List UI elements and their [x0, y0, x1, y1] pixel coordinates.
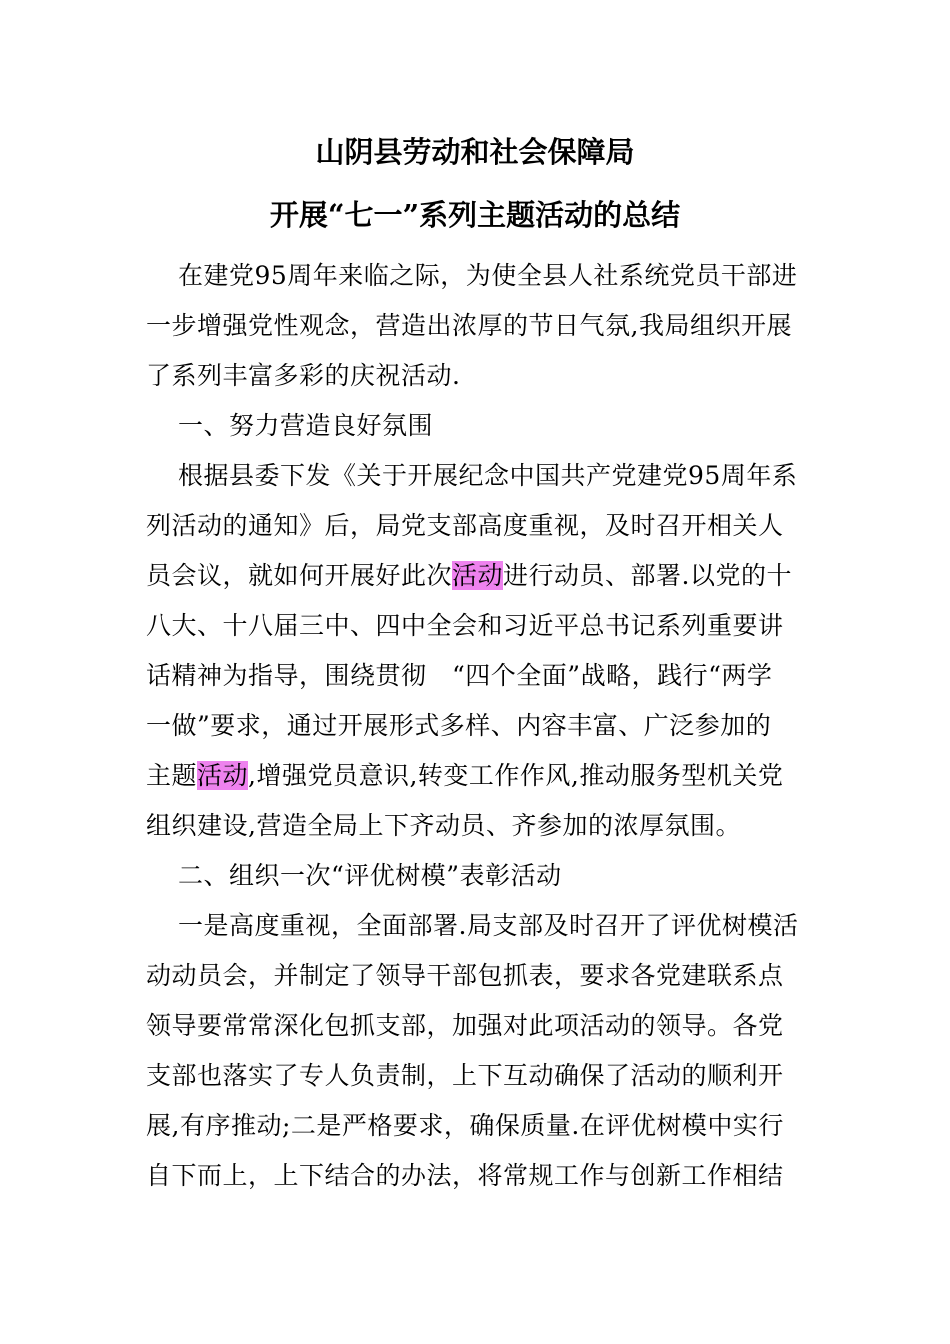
paragraph-line: 列活动的通知》后，局党支部高度重视，及时召开相关人: [146, 511, 784, 540]
paragraph-line: 一步增强党性观念，营造出浓厚的节日气氛,我局组织开展: [146, 311, 792, 340]
section-heading: 一、努力营造良好氛围: [178, 411, 434, 440]
paragraph-line: [146, 558, 806, 594]
paragraph-line: 自下而上，上下结合的办法，将常规工作与创新工作相结: [146, 1161, 784, 1190]
document-title-line-2: 开展“七一”系列主题活动的总结: [269, 198, 681, 232]
paragraph-line: 在建党95周年来临之际，为使全县人社系统党员干部进: [178, 261, 798, 290]
paragraph-line: 一是高度重视，全面部署.局支部及时召开了评优树模活: [178, 911, 799, 940]
paragraph-line: 八大、十八届三中、四中全会和习近平总书记系列重要讲: [146, 611, 784, 640]
text-segment: 主题: [146, 761, 198, 790]
section-heading: 二、组织一次“评优树模”表彰活动: [178, 861, 562, 890]
paragraph-line: 支部也落实了专人负责制，上下互动确保了活动的顺利开: [146, 1061, 784, 1090]
paragraph-line: 展,有序推动;二是严格要求，确保质量.在评优树模中实行: [146, 1111, 784, 1140]
document-title-line-1: 山阴县劳动和社会保障局: [315, 135, 635, 169]
text-segment: 进行动员、部署.以党的十: [503, 561, 792, 590]
paragraph-line: [146, 758, 806, 794]
text-segment: 员会议，就如何开展好此次: [146, 561, 453, 590]
paragraph-line: 领导要常常深化包抓支部，加强对此项活动的领导。各党: [146, 1011, 784, 1040]
paragraph-line: 了系列丰富多彩的庆祝活动.: [146, 361, 461, 390]
paragraph-line: 根据县委下发《关于开展纪念中国共产党建党95周年系: [178, 461, 798, 490]
text-segment: ,增强党员意识,转变工作作风,推动服务型机关党: [248, 761, 784, 790]
paragraph-line: 一做”要求，通过开展形式多样、内容丰富、广泛参加的: [146, 711, 772, 740]
highlighted-text: 活动: [452, 561, 504, 590]
paragraph-line: 动动员会，并制定了领导干部包抓表，要求各党建联系点: [146, 961, 784, 990]
highlighted-text: 活动: [197, 761, 249, 790]
paragraph-line: 组织建设,营造全局上下齐动员、齐参加的浓厚氛围。: [146, 811, 741, 840]
paragraph-line: 话精神为指导，围绕贯彻 “四个全面”战略，践行“两学: [146, 661, 773, 690]
